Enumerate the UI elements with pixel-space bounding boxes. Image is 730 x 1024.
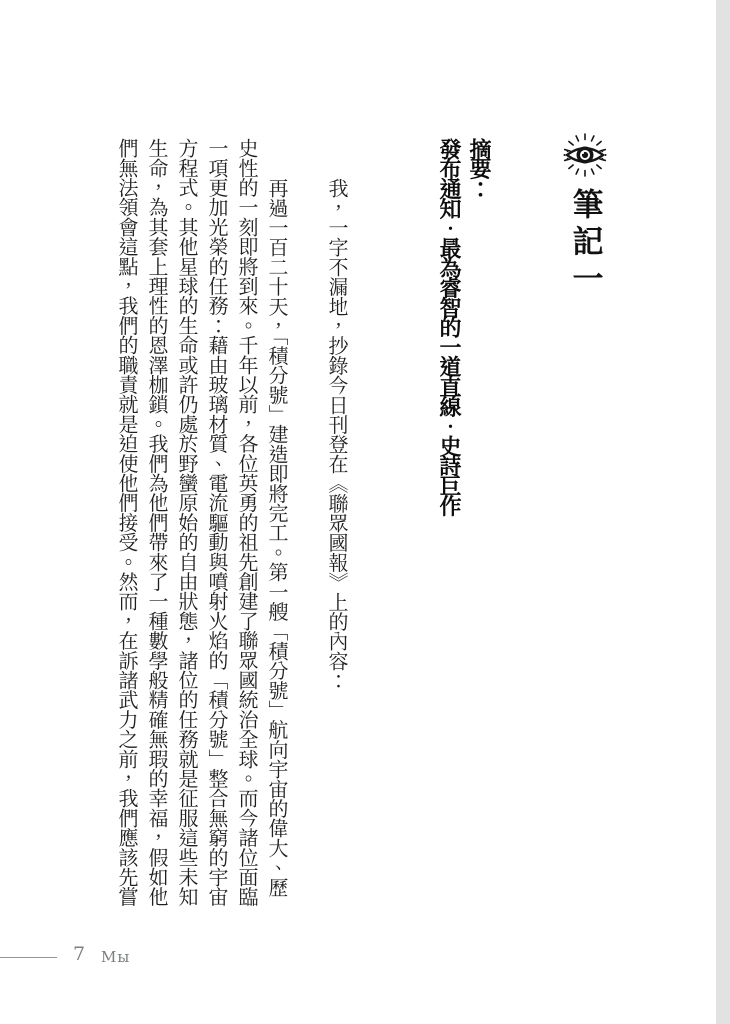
summary-line: 發布通知．最為睿智的一道直線．史詩巨作 [436, 138, 462, 515]
summary-headings [434, 138, 494, 698]
chapter-title: 筆記一 [566, 188, 603, 299]
page-edge-shadow [716, 0, 730, 1024]
eye-icon [561, 132, 609, 178]
footer-rule [0, 957, 57, 958]
body-text [112, 138, 352, 907]
footer-running-title: Мы [101, 948, 131, 966]
paragraph-intro: 我，一字不漏地，抄錄今日刊登在《聯眾國報》上的內容： [325, 178, 349, 691]
chapter-header [556, 132, 614, 299]
footer-page-number: 7 [73, 943, 86, 965]
summary-label: 摘要： [466, 138, 492, 198]
paragraph-announcement: 再過一百二十天，「積分號」建造即將完工。第一艘「積分號」航向宇宙的偉大、歷史性的一刻即將到來。千年以前，各位英勇的祖先創建了聯眾國統治全球。而今諸位面臨一項更加光榮的任務：藉由玻璃材質、電流驅動與噴射火焰的「積分號」整合無窮的宇宙方程式。其他星球的生命或許仍處於野蠻原始的自由狀態，諸位的任務就是征服這些未知生命，為其套上理性的恩澤枷鎖。我們為他們帶來了一種數學般精確無瑕的幸福，假如他們無法領會這點，我們的職責就是迫使他們接受。然而，在訴諸武力之前，我們應該先嘗 [115, 138, 289, 907]
